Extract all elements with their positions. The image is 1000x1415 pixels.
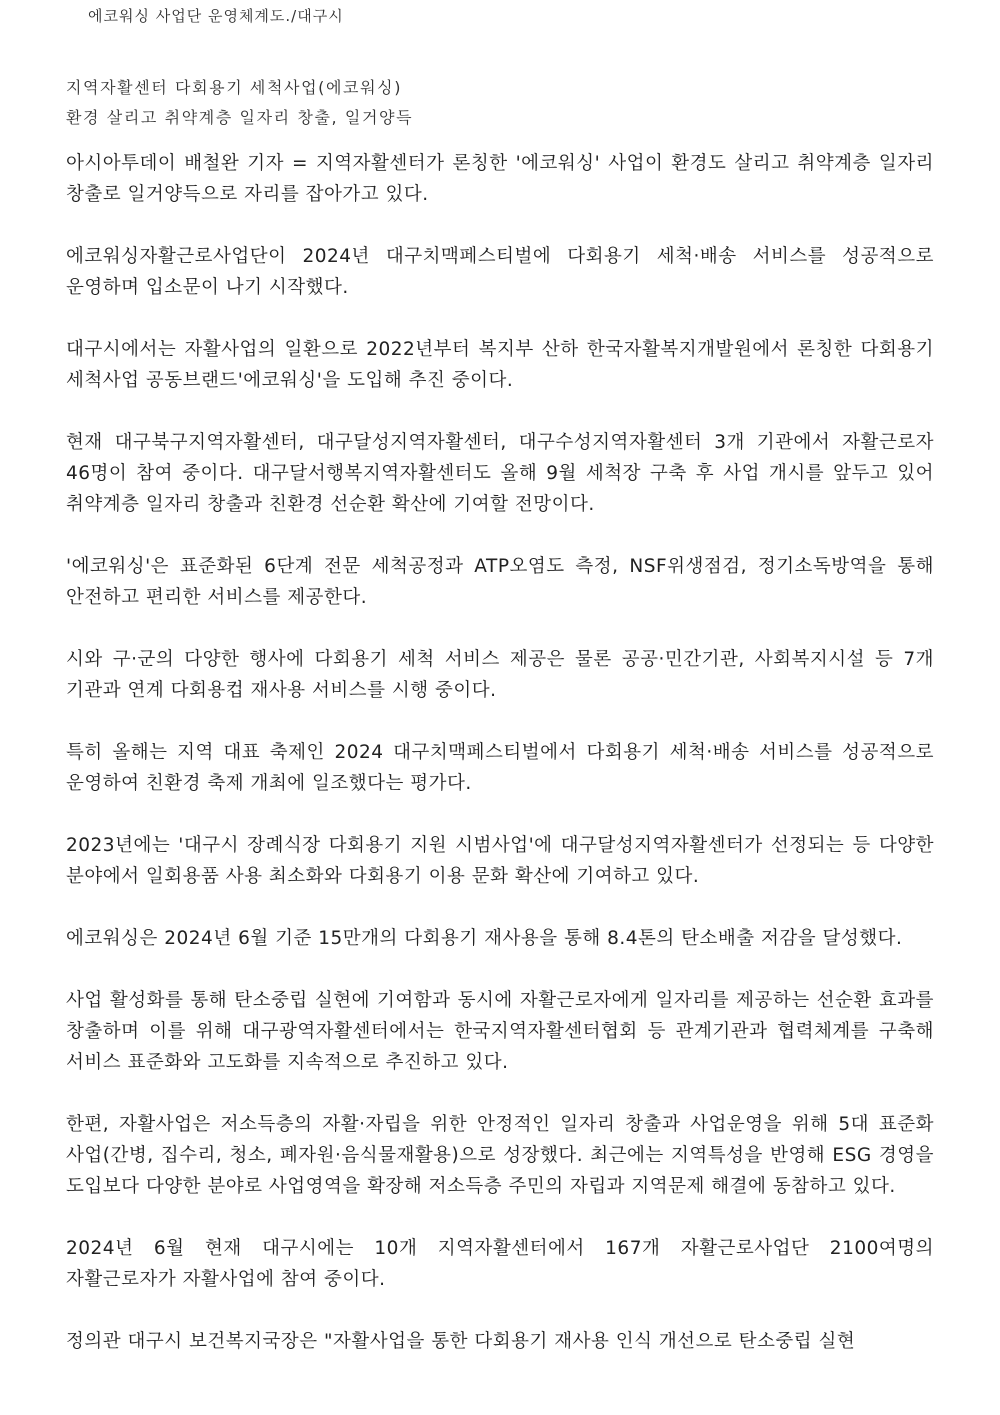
paragraph: 현재 대구북구지역자활센터, 대구달성지역자활센터, 대구수성지역자활센터 3개 기관에서 자활근로자 46명이 참여 중이다. 대구달서행복지역자활센터도 올해 9월 세척장 구축 후 사업 개시를 앞두고 있어 취약계층 일자리 창출과 친환경 선순환 확산에 기여할 전망이다. <box>66 432 934 515</box>
article-body <box>66 148 934 1388</box>
paragraph: 시와 구·군의 다양한 행사에 다회용기 세척 서비스 제공은 물론 공공·민간기관, 사회복지시설 등 7개 기관과 연계 다회용컵 재사용 서비스를 시행 중이다. <box>66 649 934 701</box>
paragraph: '에코워싱'은 표준화된 6단계 전문 세척공정과 ATP오염도 측정, NSF위생점검, 정기소독방역을 통해 안전하고 편리한 서비스를 제공한다. <box>66 556 934 608</box>
paragraph: 한편, 자활사업은 저소득층의 자활·자립을 위한 안정적인 일자리 창출과 사업운영을 위해 5대 표준화 사업(간병, 집수리, 청소, 폐자원·음식물재활용)으로 성장했다. 최근에는 지역특성을 반영해 ESG 경영을 도입보다 다양한 분야로 사업영역을 확장해 저소득층 주민의 자립과 지역문제 해결에 동참하고 있다. <box>66 1114 934 1197</box>
article-subheadings <box>66 73 936 133</box>
subheading-primary: 지역자활센터 다회용기 세척사업(에코워싱) <box>66 78 403 97</box>
subheading-secondary: 환경 살리고 취약계층 일자리 창출, 일거양득 <box>66 108 414 127</box>
paragraph: 대구시에서는 자활사업의 일환으로 2022년부터 복지부 산하 한국자활복지개발원에서 론칭한 다회용기 세척사업 공동브랜드'에코워싱'을 도입해 추진 중이다. <box>66 339 934 391</box>
paragraph: 2024년 6월 현재 대구시에는 10개 지역자활센터에서 167개 자활근로사업단 2100여명의 자활근로자가 자활사업에 참여 중이다. <box>66 1238 934 1290</box>
paragraph: 에코워싱자활근로사업단이 2024년 대구치맥페스티벌에 다회용기 세척·배송 서비스를 성공적으로 운영하며 입소문이 나기 시작했다. <box>66 246 934 298</box>
paragraph: 사업 활성화를 통해 탄소중립 실현에 기여함과 동시에 자활근로자에게 일자리를 제공하는 선순환 효과를 창출하며 이를 위해 대구광역자활센터에서는 한국지역자활센터협회 등 관계기관과 협력체계를 구축해 서비스 표준화와 고도화를 지속적으로 추진하고 있다. <box>66 990 934 1073</box>
paragraph: 아시아투데이 배철완 기자 = 지역자활센터가 론칭한 '에코워싱' 사업이 환경도 살리고 취약계층 일자리 창출로 일거양득으로 자리를 잡아가고 있다. <box>66 153 934 205</box>
image-caption: 에코워싱 사업단 운영체계도./대구시 <box>88 7 344 25</box>
paragraph: 에코워싱은 2024년 6월 기준 15만개의 다회용기 재사용을 통해 8.4톤의 탄소배출 저감을 달성했다. <box>66 928 903 949</box>
paragraph: 2023년에는 '대구시 장례식장 다회용기 지원 시범사업'에 대구달성지역자활센터가 선정되는 등 다양한 분야에서 일회용품 사용 최소화와 다회용기 이용 문화 확산에 기여하고 있다. <box>66 835 934 887</box>
paragraph: 정의관 대구시 보건복지국장은 "자활사업을 통한 다회용기 재사용 인식 개선으로 탄소중립 실현 <box>66 1331 856 1352</box>
paragraph: 특히 올해는 지역 대표 축제인 2024 대구치맥페스티벌에서 다회용기 세척·배송 서비스를 성공적으로 운영하여 친환경 축제 개최에 일조했다는 평가다. <box>66 742 934 794</box>
